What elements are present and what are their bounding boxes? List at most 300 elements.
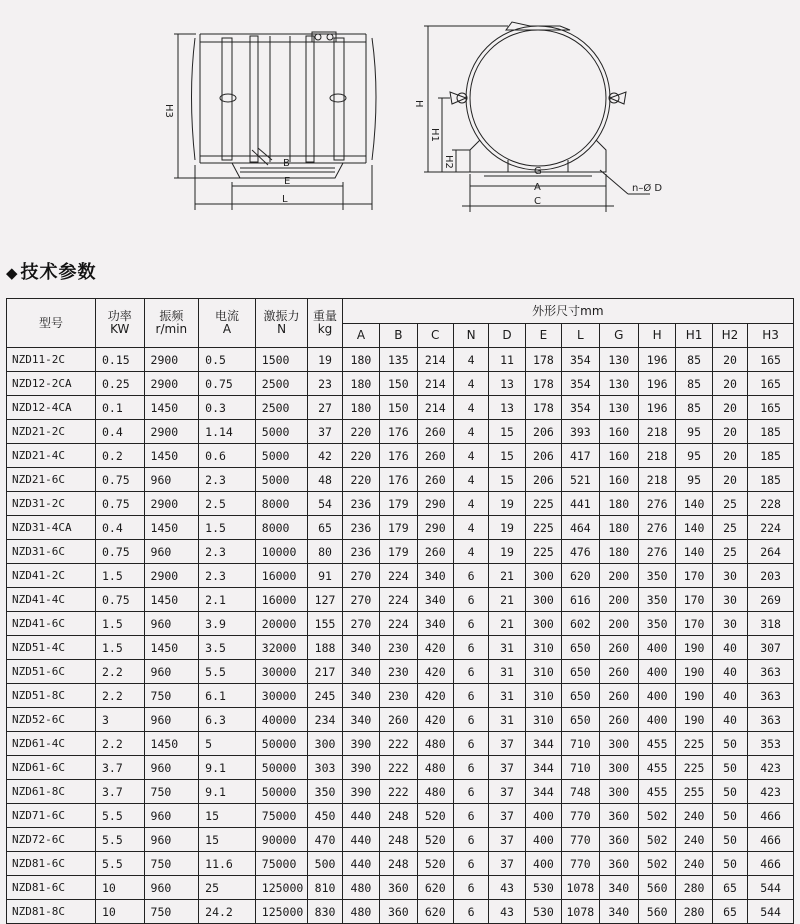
table-cell: 290 <box>417 516 453 540</box>
table-cell: 140 <box>676 540 712 564</box>
table-cell: 2900 <box>144 564 199 588</box>
table-cell: 4 <box>453 420 488 444</box>
table-cell: 95 <box>676 468 712 492</box>
model-cell: NZD52-6C <box>7 708 96 732</box>
table-cell: 260 <box>599 684 638 708</box>
table-cell: 225 <box>676 756 712 780</box>
table-cell: 180 <box>599 492 638 516</box>
table-cell: 43 <box>489 900 525 924</box>
table-cell: 400 <box>525 852 561 876</box>
table-cell: 420 <box>417 636 453 660</box>
table-cell: 420 <box>417 708 453 732</box>
table-cell: 1.5 <box>199 516 256 540</box>
table-cell: 318 <box>748 612 794 636</box>
table-cell: 423 <box>748 780 794 804</box>
header-dim-h3: H3 <box>748 324 794 348</box>
table-cell: 440 <box>342 804 379 828</box>
table-cell: 160 <box>599 420 638 444</box>
table-row <box>7 732 794 756</box>
table-cell: 360 <box>599 804 638 828</box>
table-cell: 24.2 <box>199 900 256 924</box>
table-cell: 521 <box>562 468 599 492</box>
table-cell: 620 <box>417 900 453 924</box>
table-cell: 4 <box>453 444 488 468</box>
table-cell: 260 <box>417 468 453 492</box>
table-cell: 1.5 <box>96 612 145 636</box>
table-cell: 4 <box>453 348 488 372</box>
table-cell: 25 <box>712 492 747 516</box>
table-cell: 135 <box>380 348 417 372</box>
table-cell: 2900 <box>144 420 199 444</box>
table-cell: 2900 <box>144 348 199 372</box>
table-cell: 300 <box>525 564 561 588</box>
table-cell: 340 <box>342 636 379 660</box>
table-cell: 165 <box>748 372 794 396</box>
table-cell: 350 <box>308 780 342 804</box>
table-cell: 176 <box>380 444 417 468</box>
table-cell: 340 <box>342 684 379 708</box>
table-cell: 354 <box>562 396 599 420</box>
table-cell: 480 <box>417 756 453 780</box>
table-cell: 180 <box>342 372 379 396</box>
header-dim-b: B <box>380 324 417 348</box>
table-cell: 344 <box>525 780 561 804</box>
model-cell: NZD81-6C <box>7 852 96 876</box>
table-cell: 65 <box>712 900 747 924</box>
table-row <box>7 564 794 588</box>
table-cell: 75000 <box>255 804 308 828</box>
header-power: 功率 KW <box>96 299 145 348</box>
table-row <box>7 828 794 852</box>
table-cell: 4 <box>453 396 488 420</box>
table-cell: 2900 <box>144 372 199 396</box>
table-cell: 960 <box>144 468 199 492</box>
table-cell: 960 <box>144 540 199 564</box>
model-cell: NZD41-6C <box>7 612 96 636</box>
header-dim-h: H <box>638 324 675 348</box>
table-cell: 4 <box>453 492 488 516</box>
table-cell: 530 <box>525 876 561 900</box>
table-cell: 480 <box>417 732 453 756</box>
table-cell: 264 <box>748 540 794 564</box>
table-cell: 6 <box>453 828 488 852</box>
table-cell: 4 <box>453 372 488 396</box>
table-cell: 420 <box>417 684 453 708</box>
table-cell: 21 <box>489 564 525 588</box>
table-cell: 185 <box>748 468 794 492</box>
table-cell: 0.6 <box>199 444 256 468</box>
table-cell: 165 <box>748 396 794 420</box>
table-row <box>7 612 794 636</box>
table-cell: 31 <box>489 684 525 708</box>
table-cell: 620 <box>562 564 599 588</box>
table-cell: 269 <box>748 588 794 612</box>
table-cell: 400 <box>525 828 561 852</box>
header-dim-g: G <box>599 324 638 348</box>
table-cell: 2.1 <box>199 588 256 612</box>
table-cell: 750 <box>144 900 199 924</box>
table-cell: 270 <box>342 612 379 636</box>
table-cell: 80 <box>308 540 342 564</box>
table-cell: 1450 <box>144 636 199 660</box>
model-cell: NZD11-2C <box>7 348 96 372</box>
table-cell: 0.3 <box>199 396 256 420</box>
table-cell: 260 <box>599 708 638 732</box>
table-row <box>7 540 794 564</box>
table-cell: 1450 <box>144 444 199 468</box>
table-cell: 50 <box>712 828 747 852</box>
table-cell: 260 <box>417 540 453 564</box>
table-cell: 50000 <box>255 732 308 756</box>
table-cell: 75000 <box>255 852 308 876</box>
table-cell: 1450 <box>144 516 199 540</box>
table-cell: 6 <box>453 660 488 684</box>
table-cell: 23 <box>308 372 342 396</box>
table-cell: 440 <box>342 852 379 876</box>
table-cell: 340 <box>417 588 453 612</box>
table-cell: 310 <box>525 660 561 684</box>
table-cell: 13 <box>489 372 525 396</box>
table-cell: 90000 <box>255 828 308 852</box>
table-cell: 544 <box>748 876 794 900</box>
table-cell: 196 <box>638 348 675 372</box>
table-cell: 6 <box>453 636 488 660</box>
table-cell: 260 <box>380 708 417 732</box>
table-cell: 31 <box>489 636 525 660</box>
table-cell: 214 <box>417 396 453 420</box>
table-cell: 4 <box>453 540 488 564</box>
table-cell: 220 <box>342 444 379 468</box>
table-cell: 0.4 <box>96 420 145 444</box>
table-cell: 544 <box>748 900 794 924</box>
table-cell: 185 <box>748 420 794 444</box>
header-dim-c: C <box>417 324 453 348</box>
table-cell: 1450 <box>144 396 199 420</box>
table-cell: 748 <box>562 780 599 804</box>
table-cell: 354 <box>562 372 599 396</box>
table-cell: 520 <box>417 852 453 876</box>
table-cell: 130 <box>599 348 638 372</box>
table-cell: 350 <box>638 564 675 588</box>
table-cell: 125000 <box>255 876 308 900</box>
table-cell: 360 <box>599 852 638 876</box>
table-cell: 0.4 <box>96 516 145 540</box>
table-cell: 960 <box>144 612 199 636</box>
table-cell: 960 <box>144 708 199 732</box>
table-cell: 8000 <box>255 492 308 516</box>
header-dim-h2: H2 <box>712 324 747 348</box>
table-cell: 248 <box>380 804 417 828</box>
table-cell: 20 <box>712 396 747 420</box>
table-cell: 450 <box>308 804 342 828</box>
table-row <box>7 876 794 900</box>
table-cell: 620 <box>417 876 453 900</box>
table-cell: 423 <box>748 756 794 780</box>
table-cell: 179 <box>380 492 417 516</box>
table-cell: 6 <box>453 876 488 900</box>
table-cell: 6 <box>453 900 488 924</box>
table-cell: 48 <box>308 468 342 492</box>
table-cell: 236 <box>342 540 379 564</box>
header-dim-l: L <box>562 324 599 348</box>
table-cell: 0.15 <box>96 348 145 372</box>
model-cell: NZD12-4CA <box>7 396 96 420</box>
table-cell: 16000 <box>255 588 308 612</box>
table-cell: 520 <box>417 804 453 828</box>
model-cell: NZD61-6C <box>7 756 96 780</box>
table-cell: 2.2 <box>96 660 145 684</box>
table-cell: 270 <box>342 588 379 612</box>
table-cell: 650 <box>562 636 599 660</box>
table-cell: 15 <box>489 444 525 468</box>
table-cell: 170 <box>676 612 712 636</box>
table-cell: 480 <box>417 780 453 804</box>
table-row <box>7 780 794 804</box>
table-cell: 50000 <box>255 780 308 804</box>
table-cell: 270 <box>342 564 379 588</box>
table-cell: 455 <box>638 732 675 756</box>
table-cell: 307 <box>748 636 794 660</box>
table-cell: 354 <box>562 348 599 372</box>
table-cell: 400 <box>525 804 561 828</box>
header-dim-h1: H1 <box>676 324 712 348</box>
table-cell: 2.5 <box>199 492 256 516</box>
table-cell: 6 <box>453 756 488 780</box>
table-cell: 37 <box>489 780 525 804</box>
table-cell: 85 <box>676 372 712 396</box>
table-cell: 960 <box>144 660 199 684</box>
table-cell: 500 <box>308 852 342 876</box>
table-cell: 206 <box>525 468 561 492</box>
table-cell: 185 <box>748 444 794 468</box>
table-cell: 190 <box>676 708 712 732</box>
table-cell: 310 <box>525 708 561 732</box>
table-cell: 260 <box>599 660 638 684</box>
table-cell: 2.3 <box>199 540 256 564</box>
table-cell: 217 <box>308 660 342 684</box>
table-cell: 37 <box>489 756 525 780</box>
table-cell: 225 <box>525 492 561 516</box>
table-cell: 236 <box>342 492 379 516</box>
table-cell: 50 <box>712 756 747 780</box>
table-cell: 340 <box>417 612 453 636</box>
table-cell: 224 <box>380 588 417 612</box>
table-cell: 1.5 <box>96 636 145 660</box>
table-cell: 20 <box>712 348 747 372</box>
table-cell: 9.1 <box>199 780 256 804</box>
table-cell: 310 <box>525 636 561 660</box>
table-cell: 248 <box>380 828 417 852</box>
table-cell: 810 <box>308 876 342 900</box>
table-cell: 178 <box>525 372 561 396</box>
table-cell: 6 <box>453 732 488 756</box>
table-cell: 5.5 <box>199 660 256 684</box>
table-cell: 125000 <box>255 900 308 924</box>
header-dim-d: D <box>489 324 525 348</box>
model-cell: NZD21-6C <box>7 468 96 492</box>
table-cell: 1078 <box>562 900 599 924</box>
table-row <box>7 468 794 492</box>
table-cell: 25 <box>199 876 256 900</box>
table-cell: 220 <box>342 420 379 444</box>
table-cell: 225 <box>676 732 712 756</box>
table-cell: 16000 <box>255 564 308 588</box>
table-cell: 960 <box>144 804 199 828</box>
table-cell: 2.3 <box>199 468 256 492</box>
dim-label-h2: H2 <box>443 155 454 169</box>
table-cell: 300 <box>308 732 342 756</box>
model-cell: NZD51-8C <box>7 684 96 708</box>
table-cell: 602 <box>562 612 599 636</box>
table-cell: 2.2 <box>96 684 145 708</box>
table-cell: 340 <box>599 876 638 900</box>
diamond-icon: ◆ <box>6 264 19 282</box>
table-cell: 0.5 <box>199 348 256 372</box>
table-cell: 50 <box>712 804 747 828</box>
table-cell: 260 <box>417 420 453 444</box>
table-cell: 10 <box>96 900 145 924</box>
table-cell: 0.75 <box>199 372 256 396</box>
model-cell: NZD21-2C <box>7 420 96 444</box>
model-cell: NZD51-6C <box>7 660 96 684</box>
table-cell: 276 <box>638 540 675 564</box>
dim-label-g: G <box>534 166 542 177</box>
table-cell: 11.6 <box>199 852 256 876</box>
table-cell: 224 <box>748 516 794 540</box>
table-cell: 179 <box>380 516 417 540</box>
table-cell: 353 <box>748 732 794 756</box>
table-cell: 290 <box>417 492 453 516</box>
table-row <box>7 900 794 924</box>
table-cell: 520 <box>417 828 453 852</box>
table-cell: 20 <box>712 468 747 492</box>
table-cell: 20 <box>712 444 747 468</box>
table-cell: 50 <box>712 780 747 804</box>
table-cell: 190 <box>676 636 712 660</box>
table-cell: 616 <box>562 588 599 612</box>
table-cell: 222 <box>380 756 417 780</box>
table-cell: 303 <box>308 756 342 780</box>
table-cell: 750 <box>144 684 199 708</box>
table-cell: 188 <box>308 636 342 660</box>
table-cell: 236 <box>342 516 379 540</box>
table-cell: 30000 <box>255 684 308 708</box>
table-cell: 196 <box>638 396 675 420</box>
dim-label-a: A <box>534 182 541 193</box>
table-cell: 363 <box>748 684 794 708</box>
spec-table <box>6 298 794 924</box>
dim-label-b: B <box>283 158 290 169</box>
table-cell: 20 <box>712 372 747 396</box>
table-cell: 480 <box>342 900 379 924</box>
table-cell: 466 <box>748 804 794 828</box>
table-cell: 91 <box>308 564 342 588</box>
table-cell: 5.5 <box>96 804 145 828</box>
table-cell: 476 <box>562 540 599 564</box>
table-cell: 5000 <box>255 468 308 492</box>
table-cell: 160 <box>599 468 638 492</box>
table-cell: 0.75 <box>96 588 145 612</box>
table-cell: 19 <box>489 540 525 564</box>
spec-body <box>7 348 794 924</box>
table-cell: 560 <box>638 900 675 924</box>
dim-label-h1: H1 <box>429 128 440 142</box>
table-cell: 130 <box>599 396 638 420</box>
table-cell: 300 <box>525 588 561 612</box>
table-cell: 502 <box>638 804 675 828</box>
table-cell: 650 <box>562 708 599 732</box>
table-row <box>7 420 794 444</box>
table-cell: 960 <box>144 828 199 852</box>
model-cell: NZD61-4C <box>7 732 96 756</box>
table-cell: 240 <box>676 852 712 876</box>
table-cell: 200 <box>599 612 638 636</box>
table-cell: 400 <box>638 636 675 660</box>
table-cell: 190 <box>676 684 712 708</box>
table-cell: 224 <box>380 612 417 636</box>
table-row <box>7 804 794 828</box>
table-cell: 30 <box>712 612 747 636</box>
motor-technical-drawing <box>0 0 800 250</box>
table-cell: 6 <box>453 612 488 636</box>
model-cell: NZD61-8C <box>7 780 96 804</box>
table-cell: 9.1 <box>199 756 256 780</box>
table-row <box>7 444 794 468</box>
table-cell: 363 <box>748 708 794 732</box>
table-cell: 85 <box>676 396 712 420</box>
table-cell: 218 <box>638 468 675 492</box>
model-cell: NZD41-2C <box>7 564 96 588</box>
table-cell: 750 <box>144 780 199 804</box>
table-cell: 440 <box>342 828 379 852</box>
table-cell: 140 <box>676 516 712 540</box>
table-cell: 218 <box>638 420 675 444</box>
table-cell: 200 <box>599 564 638 588</box>
table-cell: 441 <box>562 492 599 516</box>
table-cell: 180 <box>342 396 379 420</box>
table-cell: 240 <box>676 828 712 852</box>
table-cell: 165 <box>748 348 794 372</box>
table-cell: 344 <box>525 732 561 756</box>
table-cell: 350 <box>638 588 675 612</box>
table-cell: 770 <box>562 828 599 852</box>
table-cell: 360 <box>380 876 417 900</box>
model-cell: NZD51-4C <box>7 636 96 660</box>
table-cell: 5 <box>199 732 256 756</box>
table-row <box>7 348 794 372</box>
table-cell: 220 <box>342 468 379 492</box>
table-cell: 170 <box>676 588 712 612</box>
table-cell: 13 <box>489 396 525 420</box>
table-cell: 960 <box>144 876 199 900</box>
header-dims-group: 外形尺寸mm <box>342 299 793 324</box>
table-cell: 180 <box>599 540 638 564</box>
table-cell: 40 <box>712 636 747 660</box>
dim-label-h3: H3 <box>163 104 174 118</box>
table-cell: 340 <box>342 708 379 732</box>
model-cell: NZD12-2CA <box>7 372 96 396</box>
table-cell: 95 <box>676 420 712 444</box>
table-cell: 455 <box>638 756 675 780</box>
table-cell: 230 <box>380 684 417 708</box>
table-cell: 85 <box>676 348 712 372</box>
table-cell: 228 <box>748 492 794 516</box>
table-cell: 30000 <box>255 660 308 684</box>
table-cell: 127 <box>308 588 342 612</box>
table-cell: 770 <box>562 852 599 876</box>
header-force: 激振力 N <box>255 299 308 348</box>
section-title <box>6 258 97 284</box>
